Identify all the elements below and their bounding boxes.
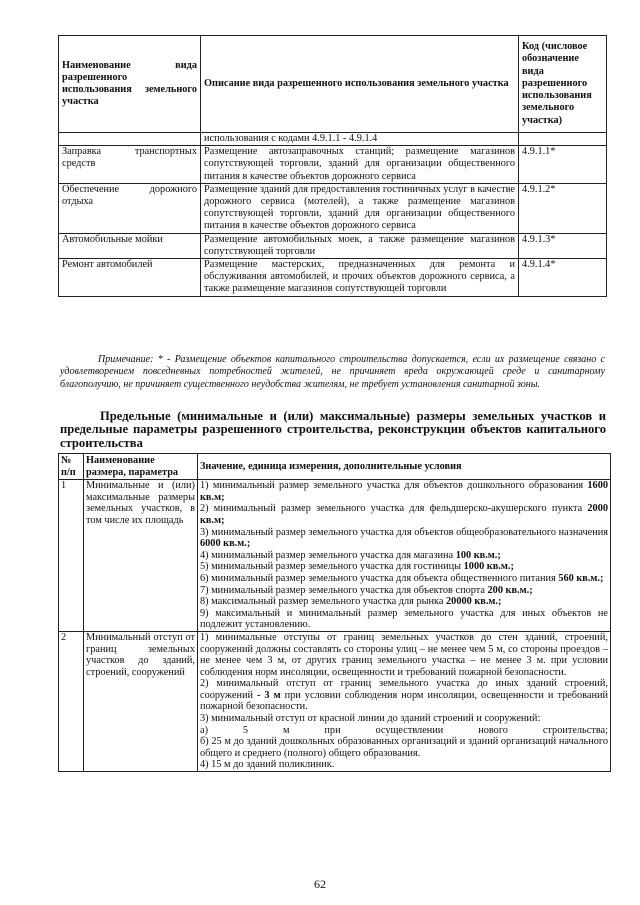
- use-description: Размещение автозаправочных станций; размещение магазинов сопутствующей торговли, зданий для организации общественного питания в качестве объектов дорожного сервиса: [201, 146, 519, 184]
- list-item: 3) минимальный отступ от красной линии до зданий строений и сооружений:: [200, 713, 541, 725]
- use-name: Автомобильные мойки: [59, 233, 201, 258]
- list-item: 7) минимальный размер земельного участка для объектов спорта 200 кв.м.;: [200, 584, 533, 596]
- use-description: Размещение автомобильных моек, а также размещение магазинов сопутствующей торговли: [201, 233, 519, 258]
- permitted-use-table: [58, 35, 607, 297]
- param-name: Минимальный отступ от границ земельных участков до зданий, строений, сооружений: [84, 631, 198, 771]
- section-heading: Предельные (минимальные и (или) максимальные) размеры земельных участков и предельные параметры разрешенного строительства, реконструкции объектов капитального строительства: [60, 409, 606, 450]
- table-row: [59, 133, 607, 146]
- use-name: Обеспечение дорожного отдыха: [59, 183, 201, 233]
- list-item: 1) минимальный размер земельного участка для объектов дошкольного образования 1600 кв.м;: [200, 480, 608, 503]
- continuation-cell: использования с кодами 4.9.1.1 - 4.9.1.4: [201, 133, 519, 146]
- header-value: Значение, единица измерения, дополнительные условия: [198, 454, 611, 480]
- use-code: 4.9.1.1*: [519, 146, 607, 184]
- table-row: [59, 233, 607, 258]
- table-row: [59, 259, 607, 297]
- use-code: 4.9.1.3*: [519, 233, 607, 258]
- use-code: 4.9.1.4*: [519, 259, 607, 297]
- header-param-name: Наименование размера, параметра: [84, 454, 198, 480]
- use-code: 4.9.1.2*: [519, 183, 607, 233]
- use-name: Заправка транспортных средств: [59, 146, 201, 184]
- table-header-row: [59, 454, 611, 480]
- list-item: б) 25 м до зданий дошкольных образованных организаций и зданий организаций начального общего и среднего (полного) общего образования.: [200, 736, 608, 759]
- parameters-table: [58, 453, 611, 772]
- table-row: [59, 183, 607, 233]
- list-item: 1) минимальные отступы от границ земельных участков до стен зданий, строений, сооружений должны составлять со стороны улиц – не менее чем 5 м, со стороны проездов – не менее чем 3 м, от других границ земельного участка – не менее 3 м. при условии соблюдения норм инсоляции, освещенности и требований пожарной безопасности.: [200, 631, 608, 678]
- table-row: [59, 631, 611, 771]
- row-num: 2: [59, 631, 84, 771]
- param-value: [198, 631, 611, 771]
- header-num: № п/п: [59, 454, 84, 480]
- table-row: [59, 146, 607, 184]
- header-code: Код (числовое обозначение вида разрешенного использования земельного участка): [519, 36, 607, 133]
- use-description: Размещение мастерских, предназначенных для ремонта и обслуживания автомобилей, и прочих объектов дорожного сервиса, а также размещение магазинов сопутствующей торговли: [201, 259, 519, 297]
- footnote: Примечание: * - Размещение объектов капитального строительства допускается, если их размещение связано с удовлетворением повседневных потребностей жителей, не причиняет вреда окружающей среде и санитарному благополучию, не причиняет существенного неудобства жителям, не требует установления санитарной зоны.: [60, 354, 605, 390]
- list-item: 5) минимальный размер земельного участка для гостиницы 1000 кв.м.;: [200, 561, 514, 573]
- param-name: Минимальные и (или) максимальные размеры земельных участков, в том числе их площадь: [84, 480, 198, 632]
- header-name: Наименование вида разрешенного использования земельного участка: [59, 36, 201, 133]
- list-item: 4) 15 м до зданий поликлиник.: [200, 759, 335, 771]
- list-item: 3) минимальный размер земельного участка для объектов общеобразовательного назначения 6000 кв.м.;: [200, 526, 608, 550]
- row-num: 1: [59, 480, 84, 632]
- use-name: Ремонт автомобилей: [59, 259, 201, 297]
- list-item: 2) минимальный размер земельного участка для фельдшерско-акушерского пункта 2000 кв.м;: [200, 503, 608, 526]
- list-item: 8) максимальный размер земельного участка для рынка 20000 кв.м.;: [200, 596, 502, 608]
- table-header-row: [59, 36, 607, 133]
- param-value: [198, 480, 611, 632]
- list-item: 2) минимальный отступ от границ земельного участка до иных зданий строений, сооружений - 3 м при условии соблюдения норм инсоляции, освещенности и требований пожарной безопасности.: [200, 678, 608, 713]
- list-item: а) 5 м при осуществлении нового строительства;: [200, 724, 608, 736]
- list-item: 9) максимальный и минимальный размер земельного участка для иных объектов не подлежит установлению.: [200, 607, 608, 631]
- list-item: 4) минимальный размер земельного участка для магазина 100 кв.м.;: [200, 549, 501, 561]
- use-description: Размещение зданий для предоставления гостиничных услуг в качестве дорожного сервиса (мотелей), а также размещение магазинов сопутствующей торговли, зданий для организации общественного питания в качестве объектов дорожного сервиса: [201, 183, 519, 233]
- header-description: Описание вида разрешенного использования земельного участка: [201, 36, 519, 133]
- list-item: 6) минимальный размер земельного участка для объекта общественного питания 560 кв.м.;: [200, 572, 604, 584]
- table-row: [59, 480, 611, 632]
- page-number: 62: [314, 877, 326, 891]
